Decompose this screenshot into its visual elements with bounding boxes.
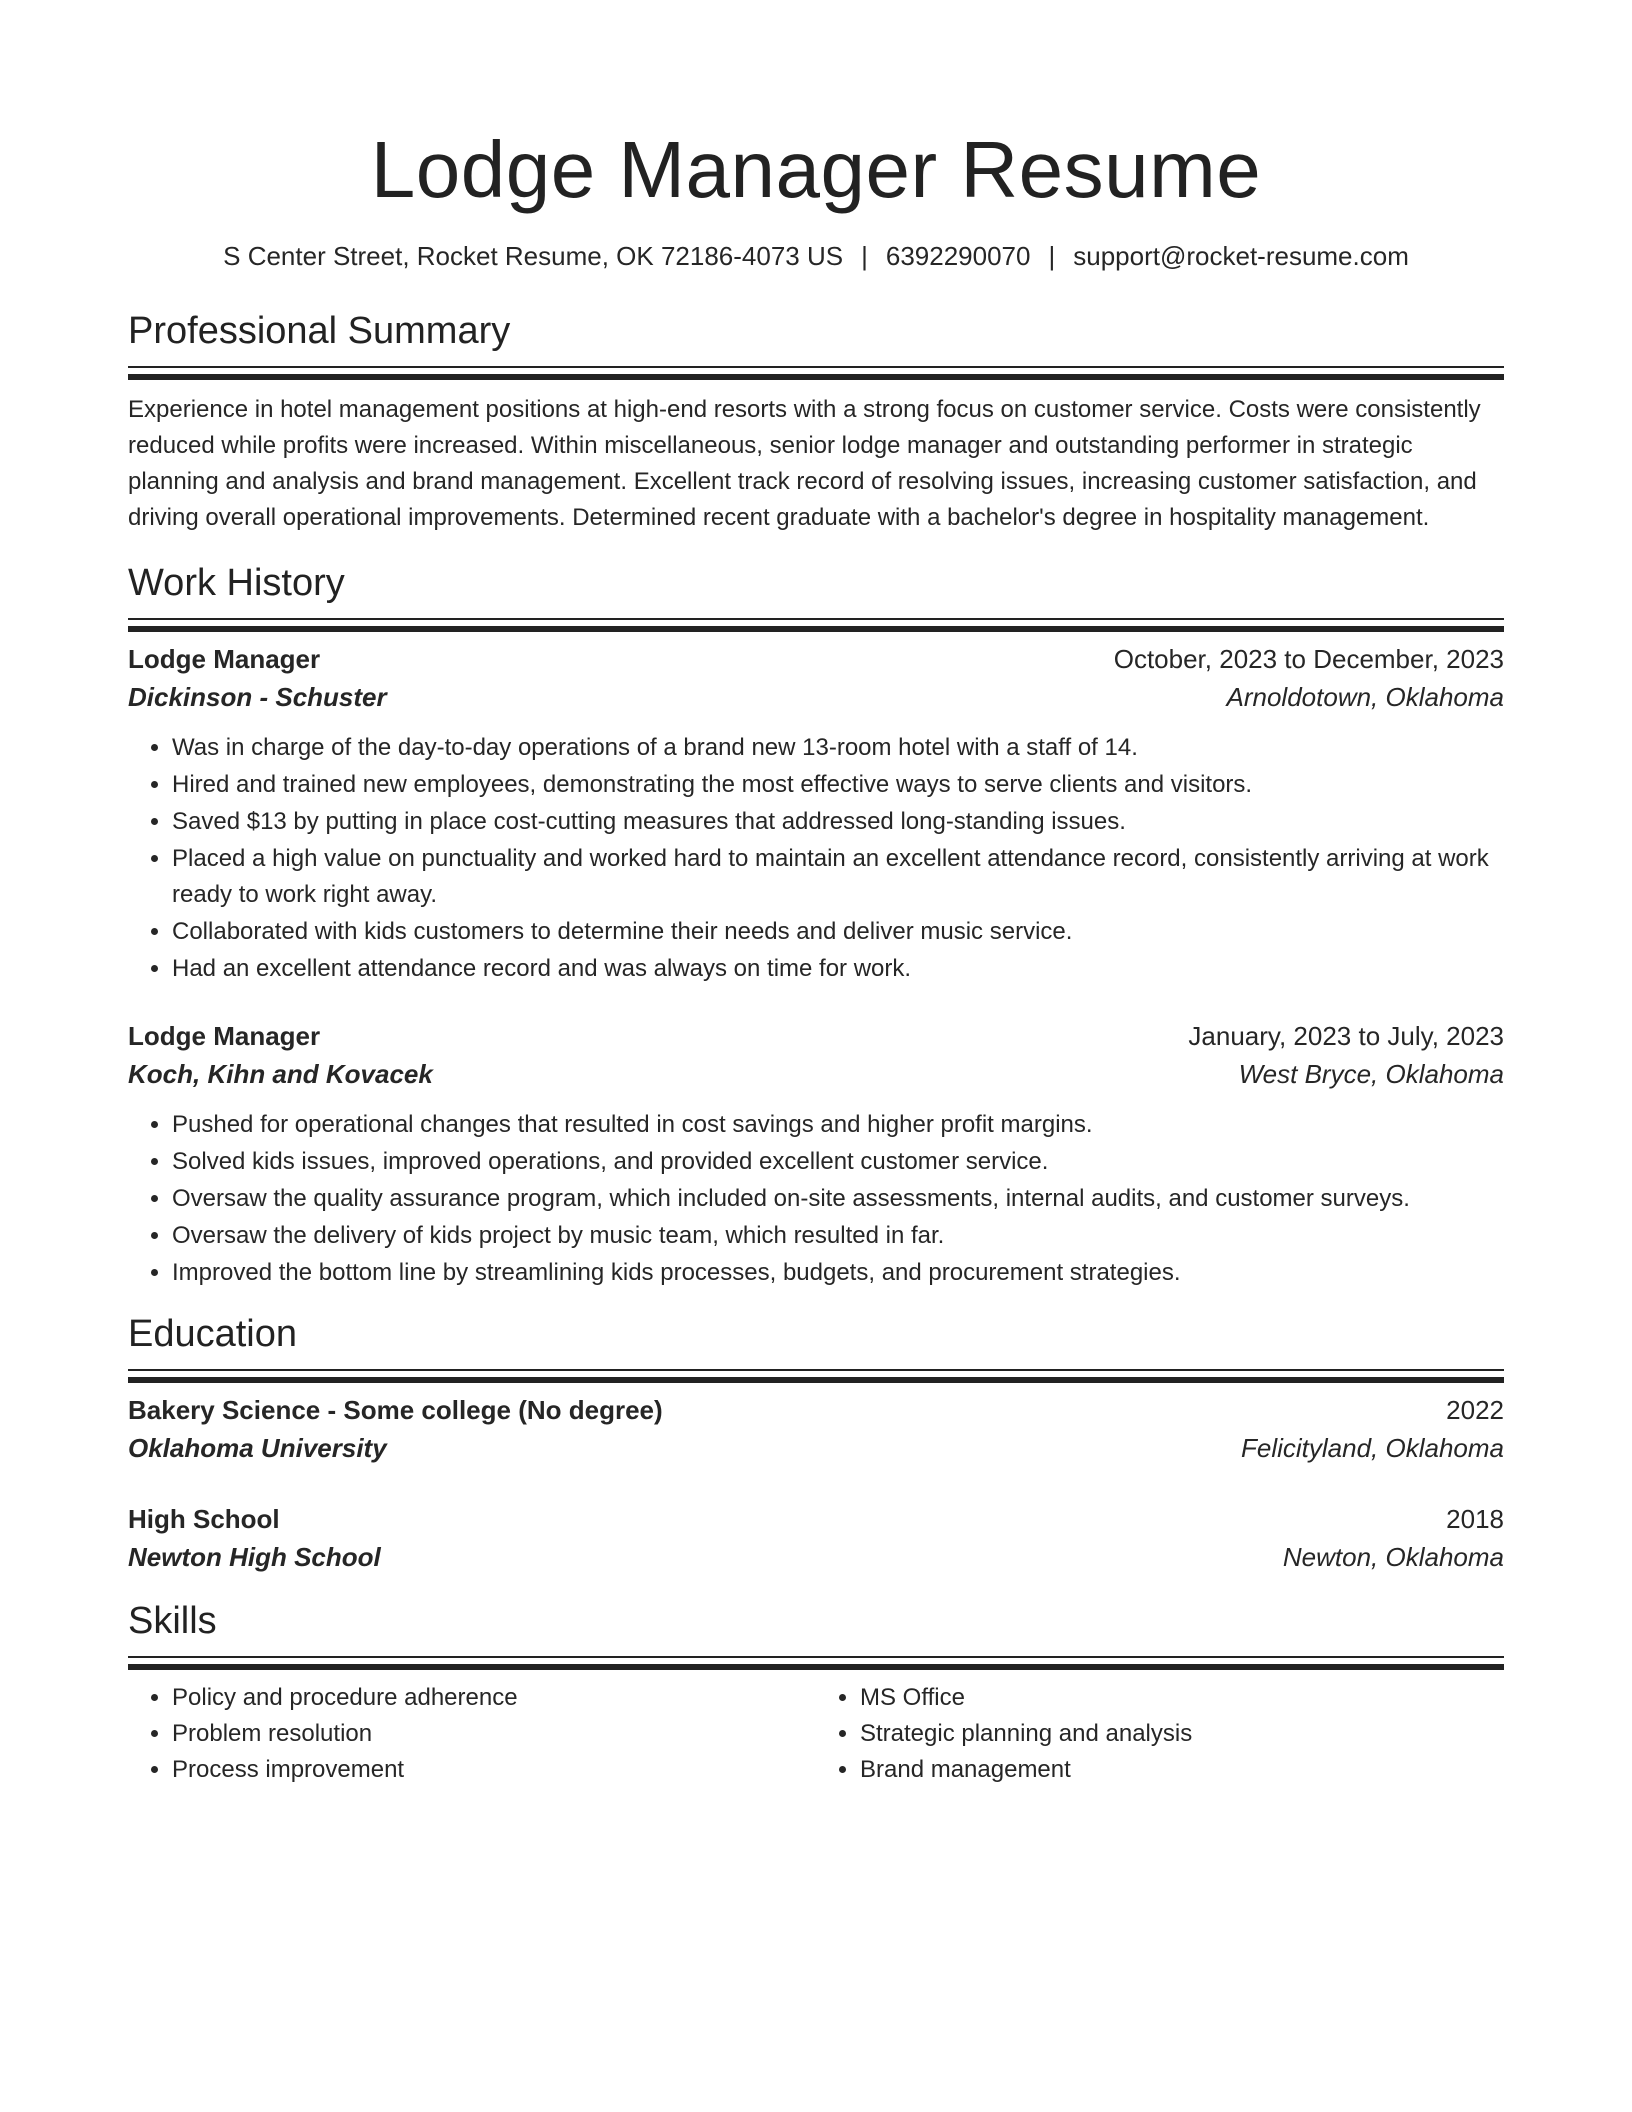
list-item: • Was in charge of the day-to-day operations of a brand new 13-room hotel with a staff of 14. (172, 730, 1504, 766)
section-heading-work: Work History (128, 562, 345, 604)
education-entry (128, 1500, 1504, 1576)
education-location: Felicityland, Oklahoma (1241, 1433, 1504, 1463)
contact-phone: 6392290070 (885, 241, 1031, 271)
section-heading-summary: Professional Summary (128, 310, 511, 352)
job-title: Lodge Manager (128, 1021, 321, 1051)
job-entry (128, 1017, 1504, 1291)
list-item: • Collaborated with kids customers to determine their needs and deliver music service. (172, 914, 1504, 950)
summary-section (128, 308, 1504, 536)
section-heading-education: Education (128, 1313, 298, 1355)
summary-text: Experience in hotel management positions at high-end resorts with a strong focus on customer service. Costs were consistently reduced while profits were increased. Within miscellaneous, senior lodge manager and outstanding performer in strategic planning and analysis and brand management. Excellent track record of resolving issues, increasing customer satisfaction, and driving overall operational improvements. Determined recent graduate with a bachelor's degree in hospitality management. (128, 396, 1481, 531)
work-section (128, 560, 1504, 1291)
list-item: • Pushed for operational changes that resulted in cost savings and higher profit margins. (172, 1107, 1504, 1143)
list-item: • Oversaw the delivery of kids project by music team, which resulted in far. (172, 1218, 1504, 1254)
education-section (128, 1311, 1504, 1576)
list-item: • Had an excellent attendance record and was always on time for work. (172, 951, 1504, 987)
section-heading-skills: Skills (128, 1600, 217, 1642)
contact-email: support@rocket-resume.com (1073, 241, 1409, 271)
contact-line (128, 238, 1504, 274)
job-bullets (128, 730, 1504, 987)
list-item: • Improved the bottom line by streamlining kids processes, budgets, and procurement strategies. (172, 1255, 1504, 1291)
contact-address: S Center Street, Rocket Resume, OK 72186-4073 US (223, 241, 844, 271)
job-entry (128, 640, 1504, 987)
education-entry (128, 1391, 1504, 1467)
job-title: Lodge Manager (128, 644, 321, 674)
section-divider (128, 1656, 1504, 1658)
education-degree: High School (128, 1504, 280, 1534)
section-divider (128, 366, 1504, 368)
skills-column-right (816, 1680, 1504, 1788)
skills-grid (128, 1680, 1504, 1788)
list-item: • Solved kids issues, improved operations, and provided excellent customer service. (172, 1144, 1504, 1180)
job-location: West Bryce, Oklahoma (1238, 1059, 1504, 1089)
list-item: • Hired and trained new employees, demonstrating the most effective ways to serve clients and visitors. (172, 767, 1504, 803)
skill-item: • Strategic planning and analysis (860, 1716, 1504, 1752)
skill-item: • Problem resolution (172, 1716, 816, 1752)
skill-item: • MS Office (860, 1680, 1504, 1716)
contact-separator: | (861, 241, 868, 271)
skills-column-left (128, 1680, 816, 1788)
list-item: • Oversaw the quality assurance program, which included on-site assessments, internal audits, and customer surveys. (172, 1181, 1504, 1217)
section-divider (128, 618, 1504, 620)
skill-item: • Brand management (860, 1752, 1504, 1788)
education-year: 2022 (1446, 1395, 1504, 1425)
job-bullets (128, 1107, 1504, 1291)
education-school: Oklahoma University (128, 1433, 387, 1463)
job-dates: October, 2023 to December, 2023 (1113, 644, 1504, 674)
job-dates: January, 2023 to July, 2023 (1188, 1021, 1504, 1051)
resume-title: Lodge Manager Resume (370, 125, 1262, 214)
section-divider (128, 1369, 1504, 1371)
education-school: Newton High School (128, 1542, 381, 1572)
education-location: Newton, Oklahoma (1282, 1542, 1504, 1572)
education-year: 2018 (1446, 1504, 1504, 1534)
job-company: Dickinson - Schuster (128, 682, 387, 712)
skills-section (128, 1598, 1504, 1788)
job-company: Koch, Kihn and Kovacek (128, 1059, 433, 1089)
job-location: Arnoldotown, Oklahoma (1226, 682, 1504, 712)
list-item: • Placed a high value on punctuality and worked hard to maintain an excellent attendance record, consistently arriving at work ready to work right away. (172, 841, 1504, 913)
contact-separator: | (1048, 241, 1056, 271)
education-degree: Bakery Science - Some college (No degree) (128, 1395, 663, 1425)
skill-item: • Policy and procedure adherence (172, 1680, 816, 1716)
skill-item: • Process improvement (172, 1752, 816, 1788)
list-item: • Saved $13 by putting in place cost-cutting measures that addressed long-standing issues. (172, 804, 1504, 840)
